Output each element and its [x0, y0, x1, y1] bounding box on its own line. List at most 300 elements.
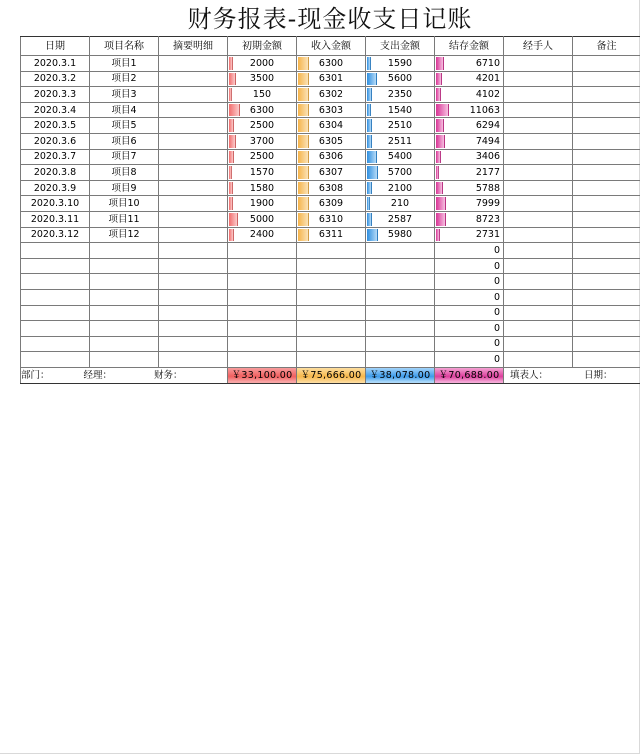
memo-cell[interactable] — [159, 118, 228, 134]
opening-cell[interactable] — [228, 133, 297, 149]
opening-cell[interactable] — [228, 305, 297, 321]
table-row — [21, 56, 640, 72]
income-data-bar — [298, 135, 309, 148]
opening-data-bar — [229, 229, 234, 242]
handler-cell[interactable] — [504, 87, 573, 103]
income-data-bar — [298, 119, 309, 132]
balance-cell[interactable] — [435, 352, 504, 368]
date-cell[interactable]: 2020.3.9 — [21, 180, 90, 196]
handler-cell[interactable] — [504, 71, 573, 87]
memo-cell[interactable] — [159, 149, 228, 165]
date-cell[interactable]: 2020.3.10 — [21, 196, 90, 212]
expense-value: 5400 — [387, 151, 413, 163]
opening-cell[interactable] — [228, 258, 297, 274]
item-name-cell[interactable]: 项目9 — [90, 180, 159, 196]
balance-cell[interactable] — [435, 258, 504, 274]
income-cell[interactable] — [297, 274, 366, 290]
handler-cell[interactable] — [504, 227, 573, 243]
expense-data-bar — [367, 166, 378, 179]
footer-signatures — [21, 367, 228, 383]
memo-cell[interactable] — [159, 227, 228, 243]
income-value: 6300 — [318, 57, 344, 69]
date-cell[interactable]: 2020.3.5 — [21, 118, 90, 134]
item-name-cell[interactable]: 项目12 — [90, 227, 159, 243]
handler-cell[interactable] — [504, 180, 573, 196]
date-cell[interactable] — [21, 352, 90, 368]
balance-data-bar — [436, 213, 446, 226]
expense-cell[interactable] — [366, 133, 435, 149]
income-value: 6303 — [318, 104, 344, 116]
opening-value: 5000 — [249, 213, 275, 225]
balance-data-bar — [436, 88, 441, 101]
expense-data-bar — [367, 182, 372, 195]
handler-cell[interactable] — [504, 165, 573, 181]
balance-data-bar — [436, 119, 444, 132]
date-cell[interactable]: 2020.3.7 — [21, 149, 90, 165]
item-name-cell[interactable]: 项目2 — [90, 71, 159, 87]
total-expense-cell[interactable]: ￥38,078.00 — [366, 367, 435, 383]
memo-cell[interactable] — [159, 352, 228, 368]
balance-data-bar — [436, 73, 442, 86]
header-handler[interactable]: 经手人 — [504, 37, 573, 56]
handler-cell[interactable] — [504, 149, 573, 165]
item-name-cell[interactable]: 项目6 — [90, 133, 159, 149]
date-cell[interactable]: 2020.3.6 — [21, 133, 90, 149]
memo-cell[interactable] — [159, 274, 228, 290]
income-cell[interactable] — [297, 305, 366, 321]
expense-cell[interactable] — [366, 165, 435, 181]
expense-data-bar — [367, 119, 372, 132]
balance-cell[interactable] — [435, 243, 504, 259]
note-cell[interactable] — [573, 274, 640, 290]
note-cell[interactable] — [573, 56, 640, 72]
income-data-bar — [298, 104, 309, 117]
note-cell[interactable] — [573, 180, 640, 196]
expense-cell[interactable] — [366, 289, 435, 305]
balance-value: 6710 — [475, 57, 500, 69]
header-balance[interactable]: 结存金额 — [435, 37, 504, 56]
table-row — [21, 133, 640, 149]
balance-data-bar — [436, 229, 440, 242]
item-name-cell[interactable] — [90, 274, 159, 290]
expense-value: 5600 — [387, 73, 413, 85]
income-value: 6308 — [318, 182, 344, 194]
date-cell[interactable]: 2020.3.8 — [21, 165, 90, 181]
income-cell[interactable] — [297, 87, 366, 103]
item-name-cell[interactable]: 项目11 — [90, 211, 159, 227]
header-expense[interactable]: 支出金额 — [366, 37, 435, 56]
balance-cell[interactable] — [435, 227, 504, 243]
date-cell[interactable] — [21, 258, 90, 274]
opening-cell[interactable] — [228, 227, 297, 243]
item-name-cell[interactable] — [90, 243, 159, 259]
handler-cell[interactable] — [504, 305, 573, 321]
footer-filler-date — [504, 367, 640, 383]
item-name-cell[interactable] — [90, 305, 159, 321]
memo-cell[interactable] — [159, 133, 228, 149]
balance-data-bar — [436, 182, 443, 195]
opening-value: 3700 — [249, 135, 275, 147]
opening-cell[interactable] — [228, 289, 297, 305]
memo-cell[interactable] — [159, 102, 228, 118]
date-cell[interactable] — [21, 305, 90, 321]
expense-cell[interactable] — [366, 258, 435, 274]
expense-value: 2511 — [387, 135, 413, 147]
balance-data-bar — [436, 197, 446, 210]
note-cell[interactable] — [573, 243, 640, 259]
income-value: 6302 — [318, 88, 344, 100]
note-cell[interactable] — [573, 336, 640, 352]
expense-cell[interactable] — [366, 102, 435, 118]
note-cell[interactable] — [573, 211, 640, 227]
opening-cell[interactable] — [228, 165, 297, 181]
header-opening[interactable]: 初期金额 — [228, 37, 297, 56]
balance-cell[interactable] — [435, 274, 504, 290]
date-cell[interactable]: 2020.3.12 — [21, 227, 90, 243]
date-cell[interactable] — [21, 336, 90, 352]
expense-value: 5700 — [387, 166, 413, 178]
balance-cell[interactable] — [435, 196, 504, 212]
opening-cell[interactable] — [228, 149, 297, 165]
income-cell[interactable] — [297, 289, 366, 305]
opening-cell[interactable] — [228, 336, 297, 352]
table-row — [21, 118, 640, 134]
balance-value: 0 — [493, 354, 500, 366]
income-cell[interactable] — [297, 227, 366, 243]
note-cell[interactable] — [573, 321, 640, 337]
report-title: 财务报表-现金收支日记账 — [187, 5, 473, 33]
income-data-bar — [298, 213, 309, 226]
income-cell[interactable] — [297, 71, 366, 87]
opening-cell[interactable] — [228, 196, 297, 212]
item-name-cell[interactable] — [90, 289, 159, 305]
item-name-cell[interactable]: 项目4 — [90, 102, 159, 118]
date-cell[interactable]: 2020.3.3 — [21, 87, 90, 103]
expense-cell[interactable] — [366, 227, 435, 243]
item-name-cell[interactable]: 项目1 — [90, 56, 159, 72]
note-cell[interactable] — [573, 227, 640, 243]
expense-data-bar — [367, 88, 372, 101]
opening-data-bar — [229, 104, 240, 117]
memo-cell[interactable] — [159, 87, 228, 103]
opening-cell[interactable] — [228, 118, 297, 134]
opening-data-bar — [229, 213, 238, 226]
expense-cell[interactable] — [366, 305, 435, 321]
expense-data-bar — [367, 73, 377, 86]
handler-cell[interactable] — [504, 196, 573, 212]
opening-data-bar — [229, 88, 232, 101]
expense-data-bar — [367, 57, 371, 70]
income-cell[interactable] — [297, 243, 366, 259]
handler-cell[interactable] — [504, 243, 573, 259]
opening-cell[interactable] — [228, 274, 297, 290]
balance-data-bar — [436, 57, 444, 70]
balance-value: 5788 — [475, 182, 500, 194]
balance-value: 4102 — [475, 88, 500, 100]
expense-data-bar — [367, 151, 377, 164]
item-name-cell[interactable]: 项目7 — [90, 149, 159, 165]
income-value: 6305 — [318, 135, 344, 147]
header-row — [21, 37, 640, 56]
handler-cell[interactable] — [504, 352, 573, 368]
item-name-cell[interactable]: 项目10 — [90, 196, 159, 212]
note-cell[interactable] — [573, 118, 640, 134]
header-memo[interactable]: 摘要明细 — [159, 37, 228, 56]
date-cell[interactable] — [21, 321, 90, 337]
opening-value: 150 — [252, 88, 272, 100]
balance-value: 4201 — [475, 73, 500, 85]
opening-cell[interactable] — [228, 243, 297, 259]
opening-cell[interactable] — [228, 56, 297, 72]
opening-data-bar — [229, 57, 233, 70]
income-cell[interactable] — [297, 133, 366, 149]
balance-cell[interactable] — [435, 289, 504, 305]
income-data-bar — [298, 197, 309, 210]
memo-cell[interactable] — [159, 321, 228, 337]
total-income-cell[interactable]: ￥75,666.00 — [297, 367, 366, 383]
opening-data-bar — [229, 119, 234, 132]
note-cell[interactable] — [573, 289, 640, 305]
note-cell[interactable] — [573, 165, 640, 181]
dept-label: 部门： — [21, 369, 50, 381]
expense-cell[interactable] — [366, 56, 435, 72]
expense-value: 2510 — [387, 120, 413, 132]
handler-cell[interactable] — [504, 321, 573, 337]
table-row — [21, 102, 640, 118]
item-name-cell[interactable] — [90, 336, 159, 352]
income-data-bar — [298, 229, 309, 242]
date-cell[interactable]: 2020.3.4 — [21, 102, 90, 118]
income-cell[interactable] — [297, 258, 366, 274]
expense-cell[interactable] — [366, 321, 435, 337]
date-cell[interactable] — [21, 289, 90, 305]
expense-cell[interactable] — [366, 274, 435, 290]
handler-cell[interactable] — [504, 336, 573, 352]
expense-data-bar — [367, 229, 378, 242]
opening-value: 6300 — [249, 104, 275, 116]
balance-value: 7999 — [475, 198, 500, 210]
expense-value: 1590 — [387, 57, 413, 69]
table-row — [21, 211, 640, 227]
opening-cell[interactable] — [228, 180, 297, 196]
memo-cell[interactable] — [159, 56, 228, 72]
expense-cell[interactable] — [366, 352, 435, 368]
item-name-cell[interactable] — [90, 352, 159, 368]
finance-label: 财务： — [154, 369, 183, 381]
income-cell[interactable] — [297, 56, 366, 72]
opening-cell[interactable] — [228, 102, 297, 118]
balance-cell[interactable] — [435, 133, 504, 149]
balance-data-bar — [436, 104, 449, 117]
expense-cell[interactable] — [366, 71, 435, 87]
opening-data-bar — [229, 151, 234, 164]
income-cell[interactable] — [297, 196, 366, 212]
item-name-cell[interactable]: 项目5 — [90, 118, 159, 134]
table-row — [21, 243, 640, 259]
table-row — [21, 149, 640, 165]
handler-cell[interactable] — [504, 274, 573, 290]
note-cell[interactable] — [573, 87, 640, 103]
income-data-bar — [298, 73, 309, 86]
table-row — [21, 87, 640, 103]
table-row — [21, 196, 640, 212]
balance-cell[interactable] — [435, 118, 504, 134]
opening-cell[interactable] — [228, 87, 297, 103]
balance-cell[interactable] — [435, 321, 504, 337]
memo-cell[interactable] — [159, 336, 228, 352]
header-income[interactable]: 收入金额 — [297, 37, 366, 56]
balance-data-bar — [436, 166, 439, 179]
income-value: 6307 — [318, 166, 344, 178]
income-cell[interactable] — [297, 180, 366, 196]
opening-cell[interactable] — [228, 71, 297, 87]
handler-cell[interactable] — [504, 289, 573, 305]
handler-cell[interactable] — [504, 56, 573, 72]
balance-value: 11063 — [469, 104, 500, 116]
balance-cell[interactable] — [435, 102, 504, 118]
income-cell[interactable] — [297, 102, 366, 118]
expense-cell[interactable] — [366, 118, 435, 134]
opening-value: 2400 — [249, 229, 275, 241]
handler-cell[interactable] — [504, 258, 573, 274]
balance-value: 0 — [493, 322, 500, 334]
balance-cell[interactable] — [435, 305, 504, 321]
note-cell[interactable] — [573, 71, 640, 87]
date-cell[interactable] — [21, 274, 90, 290]
note-cell[interactable] — [573, 352, 640, 368]
income-cell[interactable] — [297, 149, 366, 165]
memo-cell[interactable] — [159, 71, 228, 87]
opening-value: 1580 — [249, 182, 275, 194]
opening-data-bar — [229, 73, 236, 86]
opening-value: 1900 — [249, 198, 275, 210]
opening-value: 2500 — [249, 120, 275, 132]
table-row — [21, 321, 640, 337]
income-data-bar — [298, 151, 309, 164]
total-balance-cell[interactable]: ￥70,688.00 — [435, 367, 504, 383]
balance-cell[interactable] — [435, 336, 504, 352]
header-note[interactable]: 备注 — [573, 37, 640, 56]
balance-cell[interactable] — [435, 87, 504, 103]
balance-cell[interactable] — [435, 165, 504, 181]
income-data-bar — [298, 57, 309, 70]
date-cell[interactable]: 2020.3.11 — [21, 211, 90, 227]
balance-value: 0 — [493, 307, 500, 319]
income-cell[interactable] — [297, 165, 366, 181]
balance-value: 0 — [493, 244, 500, 256]
expense-cell[interactable] — [366, 149, 435, 165]
memo-cell[interactable] — [159, 196, 228, 212]
note-cell[interactable] — [573, 102, 640, 118]
expense-cell[interactable] — [366, 180, 435, 196]
note-cell[interactable] — [573, 258, 640, 274]
item-name-cell[interactable]: 项目3 — [90, 87, 159, 103]
memo-cell[interactable] — [159, 289, 228, 305]
memo-cell[interactable] — [159, 211, 228, 227]
expense-cell[interactable] — [366, 243, 435, 259]
handler-cell[interactable] — [504, 133, 573, 149]
handler-cell[interactable] — [504, 102, 573, 118]
balance-cell[interactable] — [435, 56, 504, 72]
table-row — [21, 165, 640, 181]
income-data-bar — [298, 166, 309, 179]
balance-value: 6294 — [475, 120, 500, 132]
balance-cell[interactable] — [435, 180, 504, 196]
expense-cell[interactable] — [366, 211, 435, 227]
memo-cell[interactable] — [159, 243, 228, 259]
header-date[interactable]: 日期 — [21, 37, 90, 56]
balance-value: 0 — [493, 260, 500, 272]
balance-value: 7494 — [475, 135, 500, 147]
balance-value: 3406 — [475, 151, 500, 163]
income-cell[interactable] — [297, 336, 366, 352]
opening-value: 2500 — [249, 151, 275, 163]
expense-data-bar — [367, 104, 371, 117]
income-cell[interactable] — [297, 118, 366, 134]
date-cell[interactable]: 2020.3.1 — [21, 56, 90, 72]
income-cell[interactable] — [297, 352, 366, 368]
item-name-cell[interactable] — [90, 258, 159, 274]
table-row — [21, 274, 640, 290]
item-name-cell[interactable]: 项目8 — [90, 165, 159, 181]
opening-cell[interactable] — [228, 352, 297, 368]
expense-cell[interactable] — [366, 336, 435, 352]
income-value: 6304 — [318, 120, 344, 132]
expense-cell[interactable] — [366, 196, 435, 212]
footer-row — [21, 367, 640, 383]
table-row — [21, 258, 640, 274]
note-cell[interactable] — [573, 196, 640, 212]
expense-value: 1540 — [387, 104, 413, 116]
balance-cell[interactable] — [435, 71, 504, 87]
date-cell[interactable]: 2020.3.2 — [21, 71, 90, 87]
memo-cell[interactable] — [159, 165, 228, 181]
balance-value: 8723 — [475, 213, 500, 225]
income-value: 6311 — [318, 229, 344, 241]
expense-cell[interactable] — [366, 87, 435, 103]
table-body — [21, 56, 640, 368]
date-cell[interactable] — [21, 243, 90, 259]
balance-cell[interactable] — [435, 211, 504, 227]
balance-data-bar — [436, 135, 445, 148]
note-cell[interactable] — [573, 149, 640, 165]
balance-value: 0 — [493, 338, 500, 350]
balance-data-bar — [436, 151, 441, 164]
balance-cell[interactable] — [435, 149, 504, 165]
opening-cell[interactable] — [228, 321, 297, 337]
expense-data-bar — [367, 197, 370, 210]
opening-cell[interactable] — [228, 211, 297, 227]
expense-data-bar — [367, 213, 372, 226]
income-cell[interactable] — [297, 321, 366, 337]
handler-cell[interactable] — [504, 211, 573, 227]
handler-cell[interactable] — [504, 118, 573, 134]
item-name-cell[interactable] — [90, 321, 159, 337]
note-cell[interactable] — [573, 133, 640, 149]
opening-value: 3500 — [249, 73, 275, 85]
memo-cell[interactable] — [159, 180, 228, 196]
expense-data-bar — [367, 135, 372, 148]
balance-value: 0 — [493, 276, 500, 288]
opening-data-bar — [229, 166, 232, 179]
total-opening-cell[interactable]: ￥33,100.00 — [228, 367, 297, 383]
note-cell[interactable] — [573, 305, 640, 321]
memo-cell[interactable] — [159, 305, 228, 321]
balance-value: 0 — [493, 291, 500, 303]
income-cell[interactable] — [297, 211, 366, 227]
memo-cell[interactable] — [159, 258, 228, 274]
header-item-name[interactable]: 项目名称 — [90, 37, 159, 56]
